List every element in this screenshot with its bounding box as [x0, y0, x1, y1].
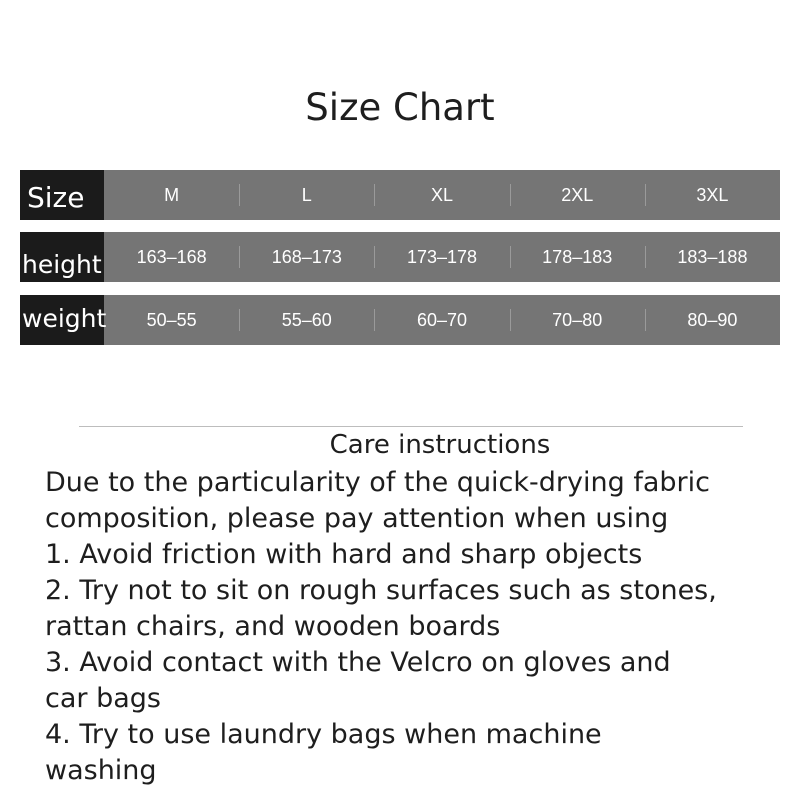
care-line: Due to the particularity of the quick-drying fabric [45, 467, 710, 498]
page-title: Size Chart [305, 86, 495, 129]
section-divider [79, 426, 743, 427]
weight-row [20, 295, 780, 345]
care-line: car bags [45, 683, 161, 714]
table-cell: 60–70 [374, 295, 509, 345]
table-cell: L [239, 170, 374, 220]
row-header-weight: weight [20, 295, 104, 345]
table-cell: 183–188 [645, 232, 780, 282]
care-instructions [45, 465, 780, 789]
table-cell: 173–178 [374, 232, 509, 282]
table-cell: 163–168 [136, 246, 207, 267]
table-cell: 80–90 [645, 295, 780, 345]
table-cell: 50–55 [146, 309, 197, 330]
care-line: 4. Try to use laundry bags when machine [45, 719, 602, 750]
table-cell: 70–80 [510, 295, 645, 345]
care-line: rattan chairs, and wooden boards [45, 611, 501, 642]
height-row [20, 232, 780, 282]
table-cell: 178–183 [510, 232, 645, 282]
care-line: 1. Avoid friction with hard and sharp objects [45, 539, 643, 570]
table-cell: 2XL [510, 170, 645, 220]
table-cell: 3XL [645, 170, 780, 220]
care-line: 3. Avoid contact with the Velcro on gloves and [45, 647, 671, 678]
table-cell: M [164, 184, 180, 205]
care-line: 2. Try not to sit on rough surfaces such as stones, [45, 575, 717, 606]
row-header-height: height [20, 232, 104, 282]
care-line: composition, please pay attention when using [45, 503, 669, 534]
care-title: Care instructions [329, 430, 551, 460]
table-cell: XL [374, 170, 509, 220]
table-cell: 168–173 [239, 232, 374, 282]
row-header-size: Size [20, 170, 104, 220]
table-cell: 55–60 [239, 295, 374, 345]
size-row [20, 170, 780, 220]
care-line: washing [45, 755, 157, 786]
